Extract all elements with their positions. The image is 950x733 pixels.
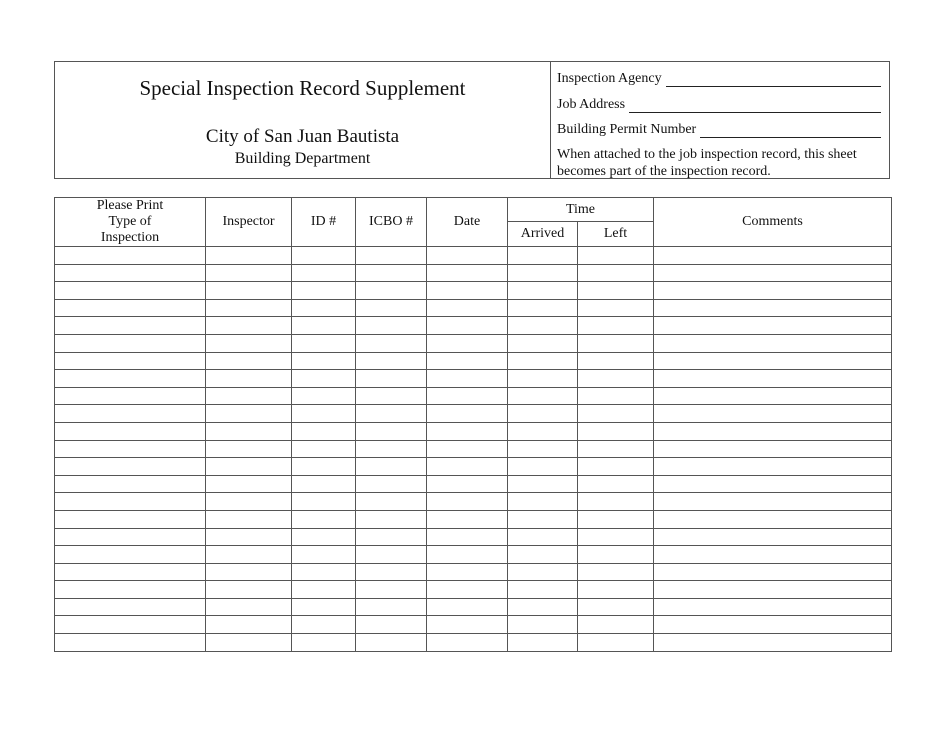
cell-icbo[interactable] (356, 528, 427, 546)
cell-icbo[interactable] (356, 334, 427, 352)
cell-arrived[interactable] (508, 616, 578, 634)
cell-date[interactable] (427, 387, 508, 405)
cell-inspector[interactable] (206, 546, 292, 564)
cell-id[interactable] (292, 317, 356, 335)
cell-arrived[interactable] (508, 264, 578, 282)
cell-type[interactable] (55, 352, 206, 370)
cell-date[interactable] (427, 264, 508, 282)
cell-id[interactable] (292, 334, 356, 352)
cell-date[interactable] (427, 405, 508, 423)
cell-type[interactable] (55, 370, 206, 388)
table-row (55, 528, 892, 546)
cell-inspector[interactable] (206, 581, 292, 599)
cell-date[interactable] (427, 247, 508, 265)
cell-comments[interactable] (654, 616, 892, 634)
cell-icbo[interactable] (356, 634, 427, 652)
cell-date[interactable] (427, 440, 508, 458)
cell-inspector[interactable] (206, 405, 292, 423)
cell-id[interactable] (292, 387, 356, 405)
cell-id[interactable] (292, 247, 356, 265)
cell-arrived[interactable] (508, 334, 578, 352)
cell-comments[interactable] (654, 334, 892, 352)
cell-left[interactable] (578, 493, 654, 511)
cell-date[interactable] (427, 634, 508, 652)
type-header-line-1: Please Print (96, 198, 164, 213)
cell-id[interactable] (292, 264, 356, 282)
form-title: Special Inspection Record Supplement (139, 76, 466, 100)
cell-inspector[interactable] (206, 528, 292, 546)
cell-icbo[interactable] (356, 458, 427, 476)
cell-inspector[interactable] (206, 510, 292, 528)
cell-arrived[interactable] (508, 598, 578, 616)
cell-icbo[interactable] (356, 264, 427, 282)
cell-arrived[interactable] (508, 370, 578, 388)
cell-left[interactable] (578, 317, 654, 335)
cell-date[interactable] (427, 493, 508, 511)
column-header-time: Time (508, 198, 654, 222)
table-row (55, 405, 892, 423)
cell-id[interactable] (292, 528, 356, 546)
cell-inspector[interactable] (206, 264, 292, 282)
cell-left[interactable] (578, 352, 654, 370)
cell-date[interactable] (427, 458, 508, 476)
cell-left[interactable] (578, 563, 654, 581)
cell-date[interactable] (427, 563, 508, 581)
cell-arrived[interactable] (508, 475, 578, 493)
cell-type[interactable] (55, 493, 206, 511)
cell-id[interactable] (292, 370, 356, 388)
building-permit-number-field[interactable] (557, 120, 883, 138)
cell-type[interactable] (55, 598, 206, 616)
table-row (55, 370, 892, 388)
cell-arrived[interactable] (508, 440, 578, 458)
building-permit-number-label: Building Permit Number (557, 122, 697, 137)
column-header-id: ID # (292, 198, 356, 247)
cell-date[interactable] (427, 528, 508, 546)
cell-comments[interactable] (654, 282, 892, 300)
column-header-arrived: Arrived (508, 222, 578, 247)
cell-icbo[interactable] (356, 352, 427, 370)
cell-id[interactable] (292, 422, 356, 440)
cell-arrived[interactable] (508, 458, 578, 476)
column-header-inspector: Inspector (206, 198, 292, 247)
cell-id[interactable] (292, 563, 356, 581)
cell-comments[interactable] (654, 370, 892, 388)
cell-icbo[interactable] (356, 616, 427, 634)
cell-id[interactable] (292, 493, 356, 511)
table-row (55, 299, 892, 317)
cell-arrived[interactable] (508, 282, 578, 300)
record-rows (55, 247, 892, 652)
cell-icbo[interactable] (356, 581, 427, 599)
table-row (55, 317, 892, 335)
cell-comments[interactable] (654, 581, 892, 599)
cell-left[interactable] (578, 475, 654, 493)
inspection-agency-line[interactable] (666, 72, 881, 87)
cell-id[interactable] (292, 598, 356, 616)
column-header-comments: Comments (654, 198, 892, 247)
cell-type[interactable] (55, 317, 206, 335)
cell-date[interactable] (427, 475, 508, 493)
table-row (55, 598, 892, 616)
cell-comments[interactable] (654, 510, 892, 528)
cell-date[interactable] (427, 282, 508, 300)
cell-left[interactable] (578, 528, 654, 546)
cell-left[interactable] (578, 370, 654, 388)
cell-comments[interactable] (654, 247, 892, 265)
table-row (55, 440, 892, 458)
cell-id[interactable] (292, 475, 356, 493)
cell-comments[interactable] (654, 422, 892, 440)
cell-left[interactable] (578, 616, 654, 634)
cell-type[interactable] (55, 634, 206, 652)
cell-type[interactable] (55, 247, 206, 265)
cell-left[interactable] (578, 546, 654, 564)
cell-icbo[interactable] (356, 299, 427, 317)
cell-arrived[interactable] (508, 317, 578, 335)
cell-inspector[interactable] (206, 422, 292, 440)
table-row (55, 546, 892, 564)
cell-comments[interactable] (654, 352, 892, 370)
table-row (55, 493, 892, 511)
cell-left[interactable] (578, 458, 654, 476)
table-row (55, 475, 892, 493)
cell-arrived[interactable] (508, 563, 578, 581)
cell-inspector[interactable] (206, 317, 292, 335)
column-header-icbo: ICBO # (356, 198, 427, 247)
cell-type[interactable] (55, 546, 206, 564)
header-fields-block (551, 62, 889, 178)
cell-date[interactable] (427, 581, 508, 599)
cell-date[interactable] (427, 616, 508, 634)
job-address-line[interactable] (629, 98, 881, 113)
cell-left[interactable] (578, 264, 654, 282)
cell-type[interactable] (55, 440, 206, 458)
cell-id[interactable] (292, 352, 356, 370)
cell-type[interactable] (55, 616, 206, 634)
column-header-type-of-inspection (55, 198, 206, 247)
cell-id[interactable] (292, 634, 356, 652)
city-name: City of San Juan Bautista (205, 126, 400, 147)
cell-date[interactable] (427, 317, 508, 335)
cell-left[interactable] (578, 247, 654, 265)
cell-inspector[interactable] (206, 352, 292, 370)
building-permit-number-line[interactable] (700, 123, 881, 138)
table-row (55, 422, 892, 440)
table-row (55, 458, 892, 476)
cell-type[interactable] (55, 510, 206, 528)
inspection-agency-label: Inspection Agency (557, 71, 662, 86)
cell-inspector[interactable] (206, 458, 292, 476)
cell-type[interactable] (55, 458, 206, 476)
table-row (55, 510, 892, 528)
table-row (55, 247, 892, 265)
cell-id[interactable] (292, 299, 356, 317)
cell-inspector[interactable] (206, 598, 292, 616)
cell-inspector[interactable] (206, 493, 292, 511)
cell-date[interactable] (427, 510, 508, 528)
cell-arrived[interactable] (508, 299, 578, 317)
cell-comments[interactable] (654, 563, 892, 581)
table-row (55, 352, 892, 370)
cell-id[interactable] (292, 581, 356, 599)
cell-left[interactable] (578, 422, 654, 440)
table-row (55, 264, 892, 282)
cell-arrived[interactable] (508, 493, 578, 511)
cell-comments[interactable] (654, 475, 892, 493)
cell-arrived[interactable] (508, 352, 578, 370)
cell-type[interactable] (55, 387, 206, 405)
table-row (55, 282, 892, 300)
cell-icbo[interactable] (356, 598, 427, 616)
cell-comments[interactable] (654, 493, 892, 511)
cell-icbo[interactable] (356, 493, 427, 511)
column-header-date: Date (427, 198, 508, 247)
cell-comments[interactable] (654, 299, 892, 317)
cell-icbo[interactable] (356, 247, 427, 265)
cell-inspector[interactable] (206, 370, 292, 388)
cell-id[interactable] (292, 405, 356, 423)
cell-id[interactable] (292, 510, 356, 528)
cell-id[interactable] (292, 440, 356, 458)
cell-left[interactable] (578, 299, 654, 317)
attachment-note: When attached to the job inspection record, this sheet becomes part of the inspection record. (557, 146, 857, 179)
table-row (55, 634, 892, 652)
cell-arrived[interactable] (508, 422, 578, 440)
cell-date[interactable] (427, 370, 508, 388)
column-header-left: Left (578, 222, 654, 247)
cell-inspector[interactable] (206, 299, 292, 317)
cell-comments[interactable] (654, 405, 892, 423)
form-header (54, 61, 890, 179)
cell-inspector[interactable] (206, 563, 292, 581)
cell-comments[interactable] (654, 264, 892, 282)
cell-id[interactable] (292, 282, 356, 300)
cell-type[interactable] (55, 282, 206, 300)
cell-id[interactable] (292, 616, 356, 634)
cell-date[interactable] (427, 299, 508, 317)
cell-comments[interactable] (654, 634, 892, 652)
cell-left[interactable] (578, 510, 654, 528)
cell-arrived[interactable] (508, 405, 578, 423)
cell-comments[interactable] (654, 546, 892, 564)
cell-type[interactable] (55, 405, 206, 423)
cell-inspector[interactable] (206, 440, 292, 458)
cell-left[interactable] (578, 282, 654, 300)
cell-arrived[interactable] (508, 510, 578, 528)
cell-arrived[interactable] (508, 528, 578, 546)
cell-type[interactable] (55, 334, 206, 352)
cell-left[interactable] (578, 405, 654, 423)
table-row (55, 616, 892, 634)
department-name: Building Department (234, 150, 371, 167)
cell-arrived[interactable] (508, 247, 578, 265)
cell-date[interactable] (427, 546, 508, 564)
cell-comments[interactable] (654, 528, 892, 546)
cell-date[interactable] (427, 352, 508, 370)
cell-date[interactable] (427, 334, 508, 352)
cell-icbo[interactable] (356, 317, 427, 335)
cell-type[interactable] (55, 299, 206, 317)
cell-date[interactable] (427, 422, 508, 440)
job-address-label: Job Address (557, 96, 626, 112)
cell-id[interactable] (292, 546, 356, 564)
cell-arrived[interactable] (508, 634, 578, 652)
inspection-record-table (54, 197, 892, 652)
cell-left[interactable] (578, 581, 654, 599)
cell-left[interactable] (578, 440, 654, 458)
cell-inspector[interactable] (206, 616, 292, 634)
cell-inspector[interactable] (206, 475, 292, 493)
cell-inspector[interactable] (206, 247, 292, 265)
cell-comments[interactable] (654, 440, 892, 458)
cell-arrived[interactable] (508, 581, 578, 599)
cell-comments[interactable] (654, 387, 892, 405)
cell-id[interactable] (292, 458, 356, 476)
table-row (55, 387, 892, 405)
cell-type[interactable] (55, 422, 206, 440)
table-row (55, 581, 892, 599)
cell-arrived[interactable] (508, 387, 578, 405)
cell-inspector[interactable] (206, 334, 292, 352)
cell-left[interactable] (578, 598, 654, 616)
type-header-line-2: Type of (108, 214, 152, 229)
cell-icbo[interactable] (356, 546, 427, 564)
table-row (55, 563, 892, 581)
cell-inspector[interactable] (206, 634, 292, 652)
cell-icbo[interactable] (356, 387, 427, 405)
cell-arrived[interactable] (508, 546, 578, 564)
cell-comments[interactable] (654, 458, 892, 476)
table-row (55, 334, 892, 352)
cell-left[interactable] (578, 387, 654, 405)
cell-comments[interactable] (654, 317, 892, 335)
cell-icbo[interactable] (356, 475, 427, 493)
cell-icbo[interactable] (356, 440, 427, 458)
cell-icbo[interactable] (356, 370, 427, 388)
cell-icbo[interactable] (356, 422, 427, 440)
cell-comments[interactable] (654, 598, 892, 616)
cell-type[interactable] (55, 264, 206, 282)
cell-inspector[interactable] (206, 282, 292, 300)
cell-date[interactable] (427, 598, 508, 616)
cell-left[interactable] (578, 334, 654, 352)
type-header-line-3: Inspection (100, 230, 160, 245)
cell-icbo[interactable] (356, 405, 427, 423)
cell-icbo[interactable] (356, 563, 427, 581)
cell-type[interactable] (55, 581, 206, 599)
inspection-agency-field[interactable] (557, 69, 883, 87)
cell-icbo[interactable] (356, 510, 427, 528)
cell-icbo[interactable] (356, 282, 427, 300)
cell-left[interactable] (578, 634, 654, 652)
cell-type[interactable] (55, 475, 206, 493)
cell-type[interactable] (55, 563, 206, 581)
cell-inspector[interactable] (206, 387, 292, 405)
cell-type[interactable] (55, 528, 206, 546)
header-title-block (55, 62, 551, 178)
job-address-field[interactable] (557, 95, 883, 113)
